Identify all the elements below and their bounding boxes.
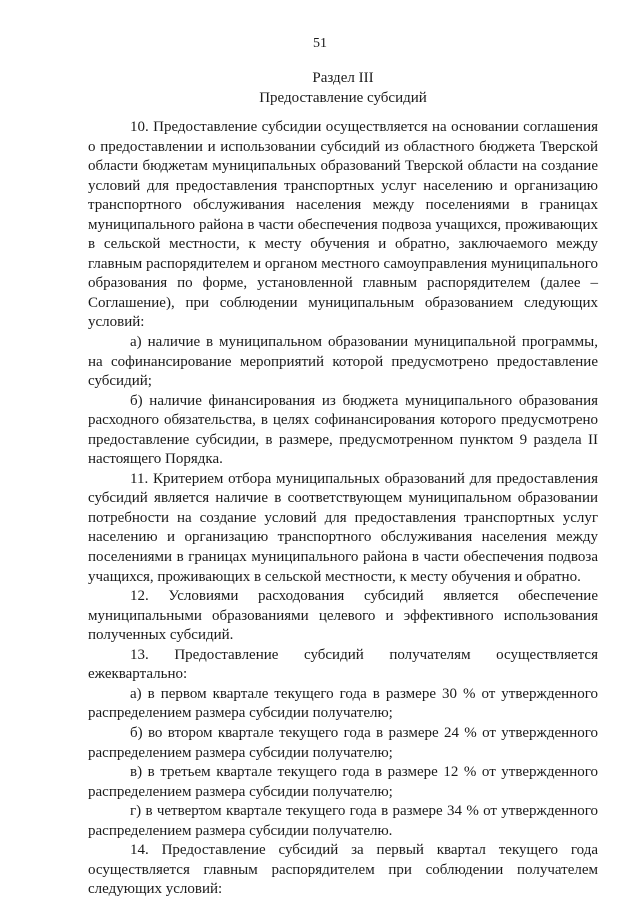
paragraph-10-item-a: а) наличие в муниципальном образовании муниципальной программы, на софинансирование мероприятий которой предусмотрено предоставление субсидий;: [88, 334, 598, 390]
paragraph-11: 11. Критерием отбора муниципальных образований для предоставления субсидий является наличие в соответствующем муниципальном образовании потребности на создание условий для предоставления транспортных услуг населению и организацию транспортного обслуживания населения между поселениями в границах муниципального района в части обеспечения подвоза учащихся, проживающих в сельской местности, к месту обучения и обратно.: [88, 470, 598, 585]
paragraph-12: 12. Условиями расходования субсидий является обеспечение муниципальными образованиями целевого и эффективного использования полученных субсидий.: [88, 588, 598, 644]
document-body: [88, 118, 598, 900]
paragraph-10-item-b: б) наличие финансирования из бюджета муниципального образования расходного обязательства, в целях софинансирования которого предусмотрено предоставление субсидии, в размере, предусмотренном пунктом 9 раздела II настоящего Порядка.: [88, 392, 598, 468]
page-number: 51: [313, 36, 327, 51]
paragraph-10: 10. Предоставление субсидии осуществляется на основании соглашения о предоставлении и использовании субсидий из областного бюджета Тверской области бюджетам муниципальных образований Тверской области на создание условий для предоставления транспортных услуг населению и организацию транспортного обслуживания населения между поселениями в границах муниципального района в части обеспечения подвоза учащихся, проживающих в сельской местности, к месту обучения и обратно, заключаемого между главным распорядителем и органом местного самоуправления муниципального образования по форме, установленной главным распорядителем (далее – Соглашение), при соблюдении муниципальным образованием следующих условий:: [88, 119, 598, 331]
paragraph-13-item-c: в) в третьем квартале текущего года в размере 12 % от утвержденного распределением размера субсидии получателю;: [88, 764, 598, 800]
paragraph-13-item-d: г) в четвертом квартале текущего года в размере 34 % от утвержденного распределением размера субсидии получателю.: [88, 803, 598, 839]
paragraph-13-item-a: а) в первом квартале текущего года в размере 30 % от утвержденного распределением размера субсидии получателю;: [88, 685, 598, 722]
paragraph-13-item-b: б) во втором квартале текущего года в размере 24 % от утвержденного распределением размера субсидии получателю;: [88, 724, 598, 761]
section-title: Предоставление субсидий: [259, 90, 427, 106]
paragraph-13: 13. Предоставление субсидий получателям осуществляется ежеквартально:: [88, 646, 598, 683]
section-label: Раздел III: [312, 70, 374, 86]
section-header: [88, 68, 598, 108]
paragraph-14: 14. Предоставление субсидий за первый квартал текущего года осуществляется главным распорядителем при соблюдении получателем следующих условий:: [88, 842, 598, 898]
